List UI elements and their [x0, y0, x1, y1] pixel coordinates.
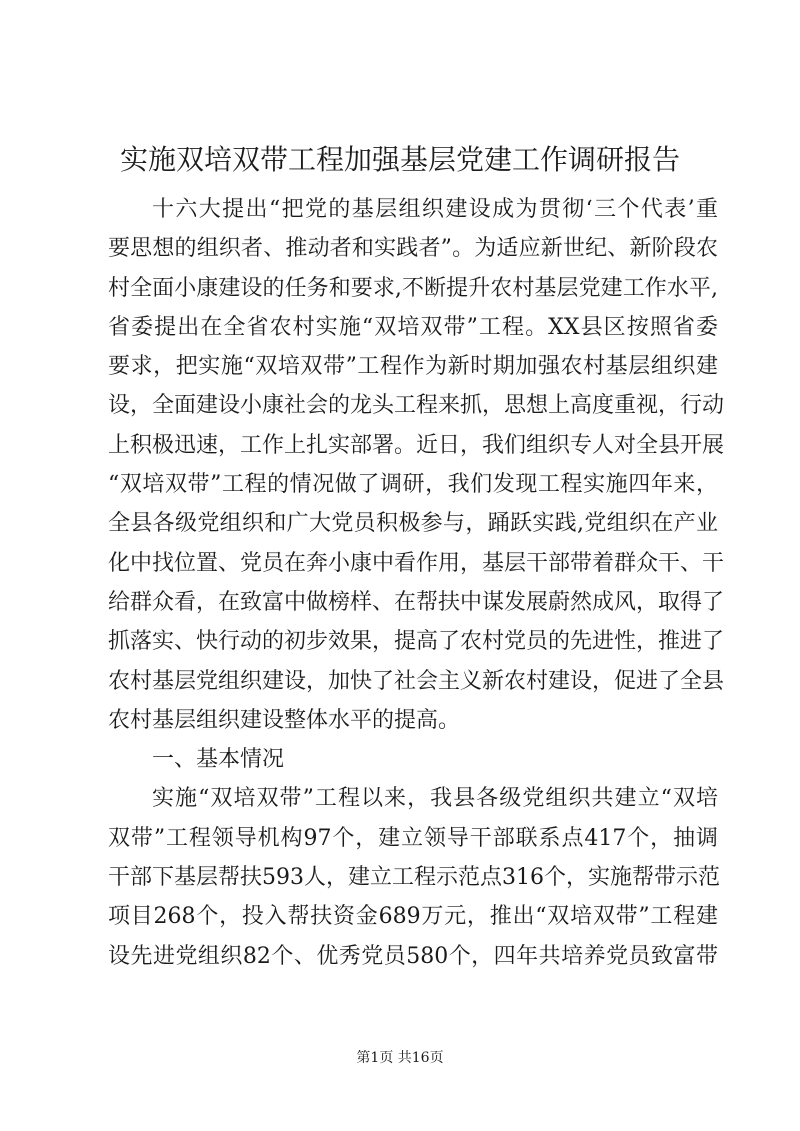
- paragraph-line: 要求，把实施“双培双带”工程作为新时期加强农村基层组织建: [108, 354, 718, 380]
- document-body: [108, 190, 725, 976]
- paragraph-line: 抓落实、快行动的初步效果，提高了农村党员的先进性，推进了: [108, 629, 725, 655]
- paragraph-line: 村全面小康建设的任务和要求,不断提升农村基层党建工作水平,: [108, 275, 718, 301]
- paragraph-line: 给群众看，在致富中做榜样、在帮扶中谋发展蔚然成风，取得了: [108, 589, 725, 615]
- section-heading: 一、基本情况: [152, 747, 285, 773]
- paragraph-line: 农村基层党组织建设，加快了社会主义新农村建设，促进了全县: [108, 668, 725, 694]
- paragraph-line: 实施“双培双带”工程以来，我县各级党组织共建立“双培: [152, 786, 718, 812]
- paragraph-line: 上积极迅速，工作上扎实部署。近日，我们组织专人对全县开展: [108, 432, 725, 458]
- paragraph-line: 设先进党组织82个、优秀党员580个，四年共培养党员致富带: [108, 943, 718, 969]
- page-number-footer: 第1页 共16页: [356, 1050, 444, 1066]
- paragraph-line: 干部下基层帮扶593人，建立工程示范点316个，实施帮带示范: [108, 865, 720, 891]
- paragraph-line: 设，全面建设小康社会的龙头工程来抓，思想上高度重视，行动: [108, 393, 725, 419]
- paragraph-line: “双培双带”工程的情况做了调研，我们发现工程实施四年来，: [108, 472, 718, 498]
- paragraph-line: 省委提出在全省农村实施“双培双带”工程。XX县区按照省委: [108, 314, 718, 340]
- paragraph-line: 双带”工程领导机构97个，建立领导干部联系点417个，抽调: [108, 825, 718, 851]
- paragraph-line: 十六大提出“把党的基层组织建设成为贯彻‘三个代表’重: [152, 197, 718, 222]
- paragraph-line: 农村基层组织建设整体水平的提高。: [108, 707, 461, 733]
- document-title: 实施双培双带工程加强基层党建工作调研报告: [119, 143, 680, 176]
- paragraph-line: 项目268个，投入帮扶资金689万元，推出“双培双带”工程建: [108, 904, 718, 930]
- paragraph-line: 化中找位置、党员在奔小康中看作用，基层干部带着群众干、干: [108, 550, 725, 576]
- paragraph-line: 要思想的组织者、推动者和实践者”。为适应新世纪、新阶段农: [108, 236, 718, 262]
- paragraph-line: 全县各级党组织和广大党员积极参与，踊跃实践,党组织在产业: [108, 511, 718, 537]
